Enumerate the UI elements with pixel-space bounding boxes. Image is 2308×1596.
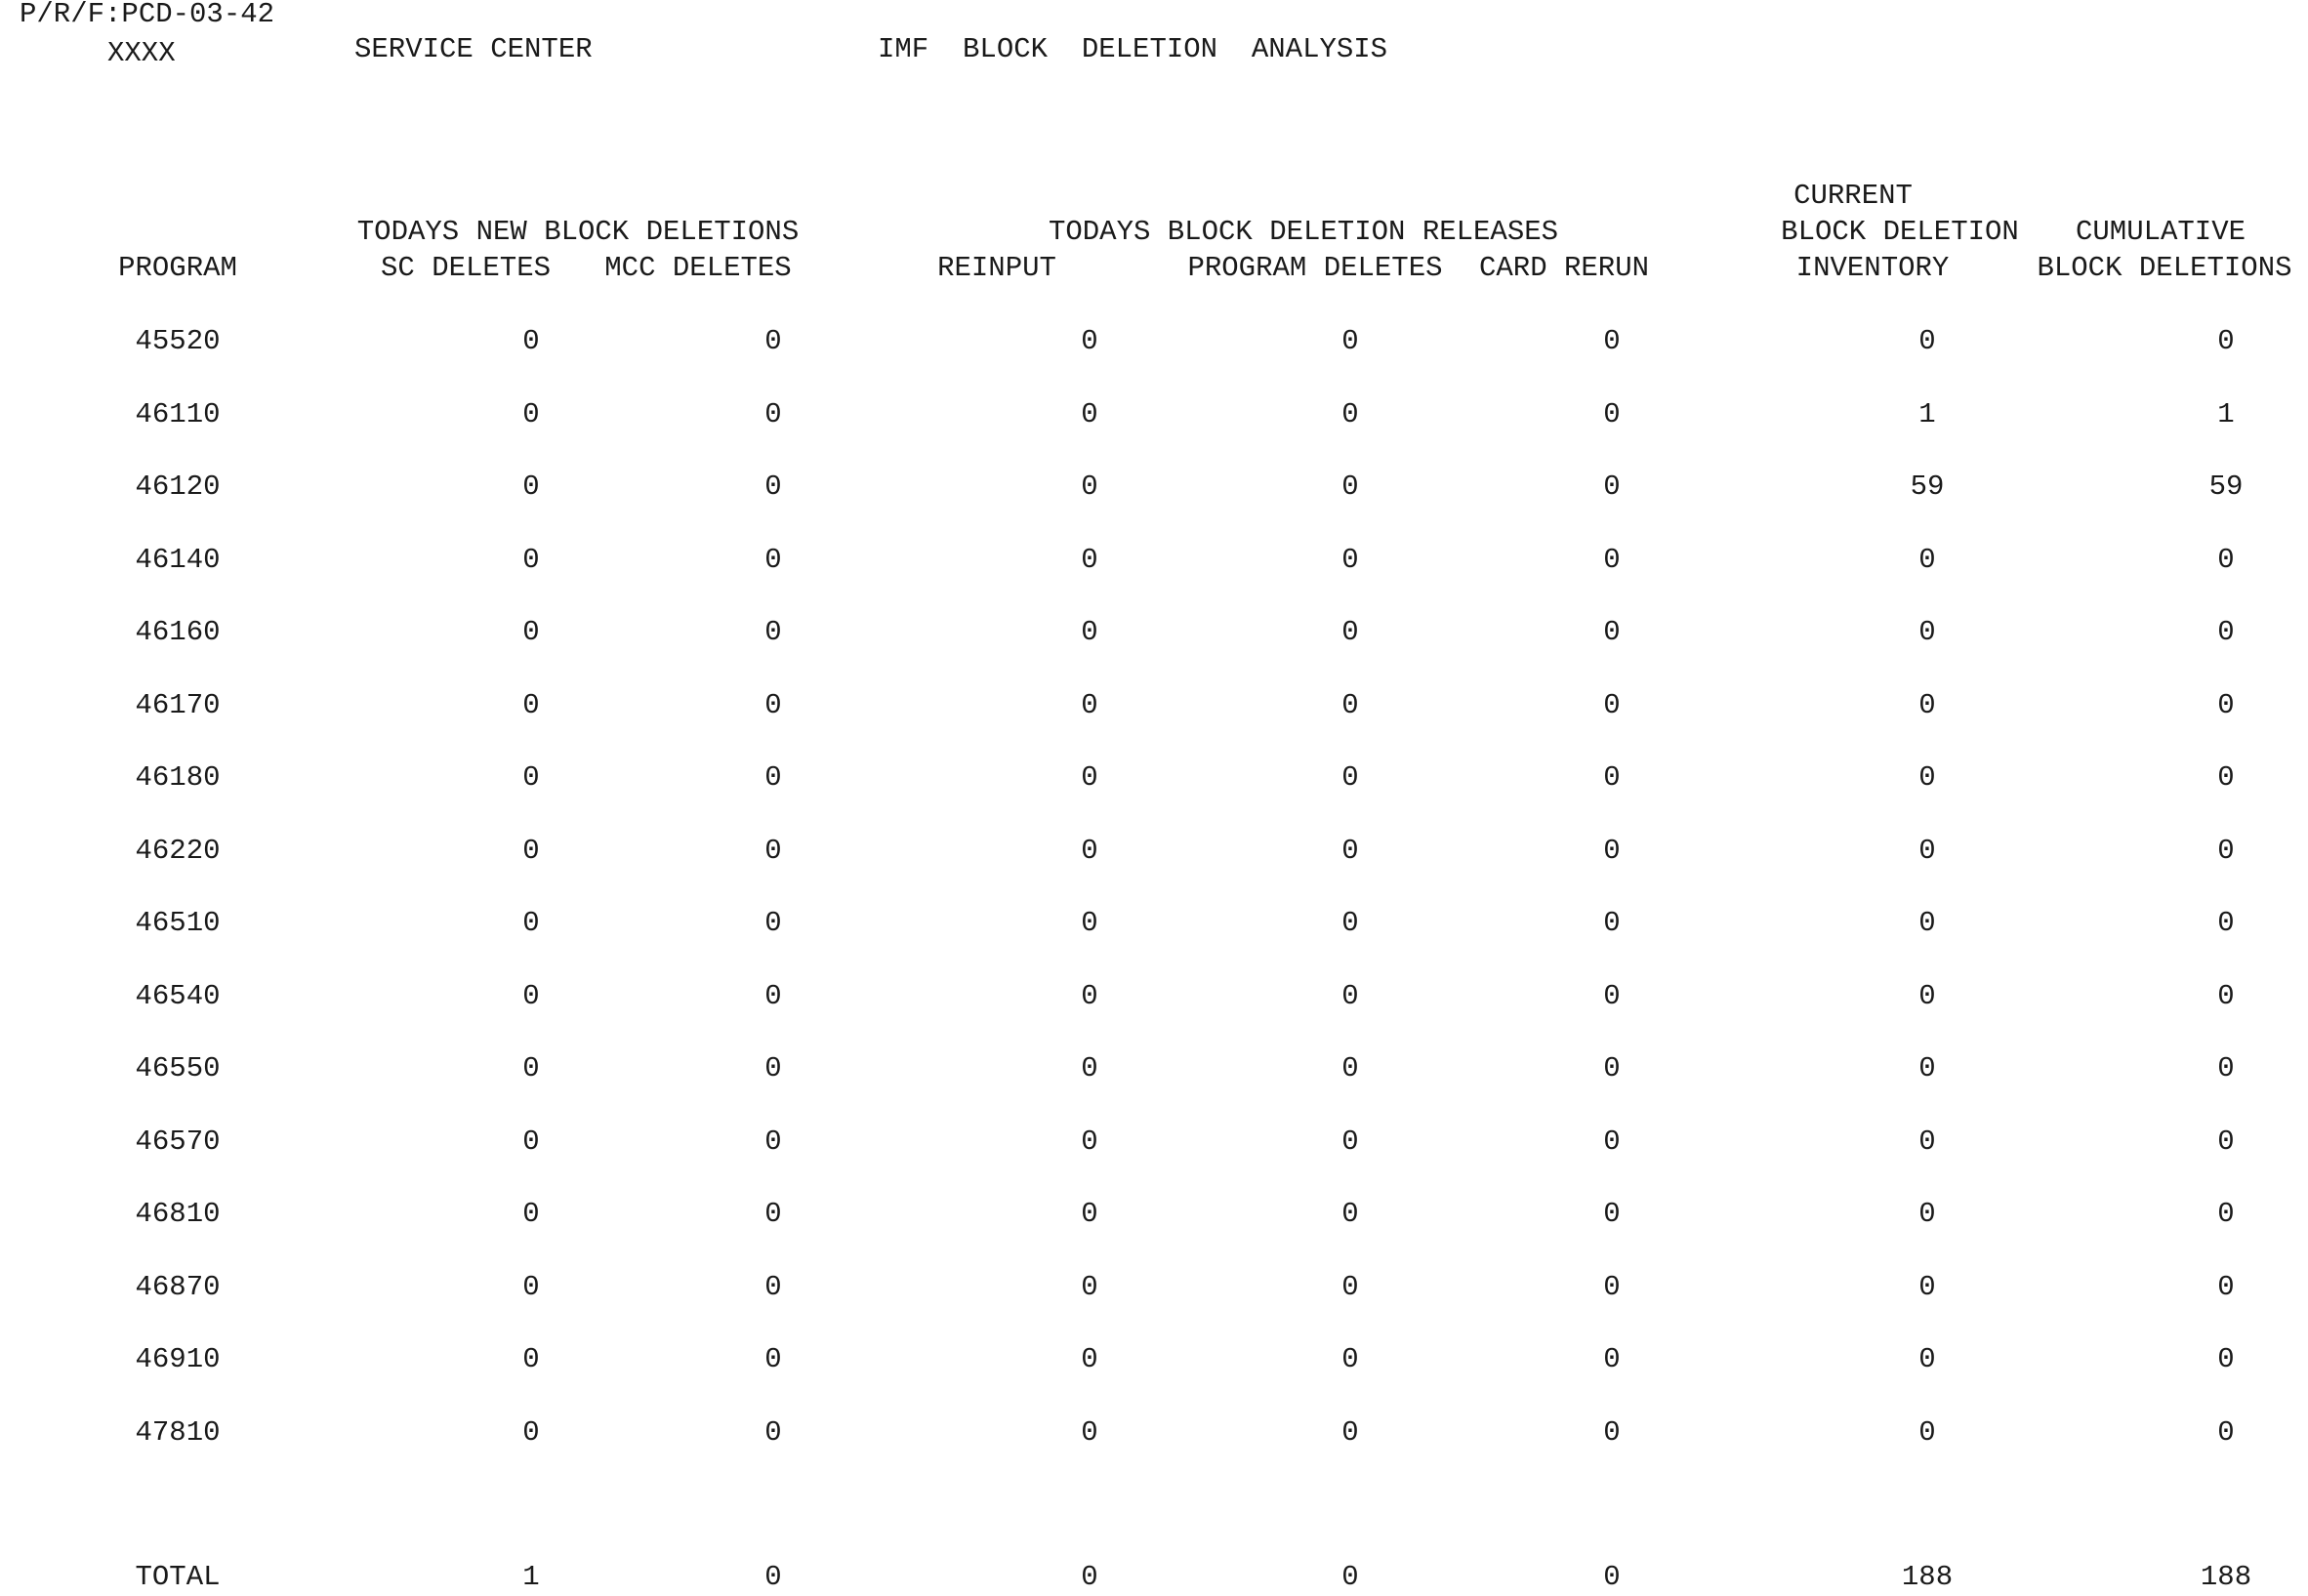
cumulative-cell: 0	[2217, 1343, 2235, 1375]
table-row	[0, 1054, 2308, 1087]
program-cell: 46510	[135, 907, 221, 939]
card-rerun-cell: 0	[1603, 1561, 1621, 1593]
mcc-deletes-cell: 0	[764, 835, 782, 867]
inventory-cell: 0	[1918, 689, 1936, 721]
reinput-cell: 0	[1081, 835, 1098, 867]
report-id: P/R/F:PCD-03-42	[20, 0, 275, 30]
program-deletes-cell: 0	[1341, 1561, 1359, 1593]
card-rerun-cell: 0	[1603, 1343, 1621, 1375]
mcc-deletes-cell: 0	[764, 1343, 782, 1375]
mcc-deletes-cell: 0	[764, 398, 782, 430]
mcc-deletes-cell: 0	[764, 1416, 782, 1449]
report-title: IMF BLOCK DELETION ANALYSIS	[878, 33, 1388, 65]
inventory-cell: 0	[1918, 616, 1936, 648]
card-rerun-cell: 0	[1603, 325, 1621, 357]
program-cell: 46550	[135, 1052, 221, 1084]
cumulative-cell: 0	[2217, 1271, 2235, 1303]
cumulative-cell: 0	[2217, 1416, 2235, 1449]
table-row	[0, 1273, 2308, 1306]
sc-deletes-cell: 0	[522, 1198, 540, 1230]
mcc-deletes-cell: 0	[764, 616, 782, 648]
sc-deletes-cell: 0	[522, 980, 540, 1012]
cumulative-cell: 0	[2217, 1198, 2235, 1230]
card-rerun-cell: 0	[1603, 471, 1621, 503]
program-deletes-cell: 0	[1341, 689, 1359, 721]
card-rerun-cell: 0	[1603, 1052, 1621, 1084]
program-deletes-cell: 0	[1341, 398, 1359, 430]
sc-deletes-cell: 0	[522, 1052, 540, 1084]
program-deletes-cell: 0	[1341, 1416, 1359, 1449]
total-row	[0, 1563, 2308, 1596]
card-rerun-cell: 0	[1603, 1416, 1621, 1449]
inventory-cell: 1	[1918, 398, 1936, 430]
inventory-cell: 0	[1918, 1416, 1936, 1449]
cumulative-cell: 1	[2217, 398, 2235, 430]
reinput-cell: 0	[1081, 544, 1098, 576]
card-rerun-cell: 0	[1603, 616, 1621, 648]
program-cell: 46870	[135, 1271, 221, 1303]
sc-deletes-cell: 0	[522, 398, 540, 430]
program-deletes-cell: 0	[1341, 1198, 1359, 1230]
table-row	[0, 327, 2308, 360]
reinput-column-header: REINPUT	[937, 252, 1056, 284]
cumulative-column-header: BLOCK DELETIONS	[2037, 252, 2292, 284]
program-cell: 46140	[135, 544, 221, 576]
sc-deletes-cell: 0	[522, 1271, 540, 1303]
program-cell: TOTAL	[135, 1561, 221, 1593]
inventory-cell: 0	[1918, 907, 1936, 939]
group-header-deletion-releases: TODAYS BLOCK DELETION RELEASES	[1048, 216, 1559, 248]
reinput-cell: 0	[1081, 1052, 1098, 1084]
inventory-cell: 188	[1901, 1561, 1954, 1593]
reinput-cell: 0	[1081, 398, 1098, 430]
reinput-cell: 0	[1081, 1198, 1098, 1230]
program-deletes-cell: 0	[1341, 1052, 1359, 1084]
reinput-cell: 0	[1081, 907, 1098, 939]
card-rerun-cell: 0	[1603, 907, 1621, 939]
table-row	[0, 1418, 2308, 1452]
program-column-header: PROGRAM	[118, 252, 237, 284]
sc-deletes-cell: 0	[522, 325, 540, 357]
program-cell: 46570	[135, 1125, 221, 1158]
sc-deletes-cell: 0	[522, 907, 540, 939]
mcc-deletes-cell: 0	[764, 689, 782, 721]
inventory-cell: 0	[1918, 1343, 1936, 1375]
program-cell: 46120	[135, 471, 221, 503]
sc-deletes-cell: 0	[522, 471, 540, 503]
program-deletes-cell: 0	[1341, 1271, 1359, 1303]
cumulative-cell: 0	[2217, 689, 2235, 721]
reinput-cell: 0	[1081, 689, 1098, 721]
sc-deletes-cell: 1	[522, 1561, 540, 1593]
program-deletes-cell: 0	[1341, 325, 1359, 357]
program-cell: 47810	[135, 1416, 221, 1449]
program-deletes-cell: 0	[1341, 907, 1359, 939]
reinput-cell: 0	[1081, 616, 1098, 648]
mcc-deletes-cell: 0	[764, 1198, 782, 1230]
reinput-cell: 0	[1081, 1125, 1098, 1158]
sc-deletes-column-header: SC DELETES	[380, 252, 552, 284]
card-rerun-cell: 0	[1603, 761, 1621, 794]
table-row	[0, 546, 2308, 579]
cumulative-cell: 0	[2217, 544, 2235, 576]
program-cell: 46170	[135, 689, 221, 721]
sc-deletes-cell: 0	[522, 761, 540, 794]
inventory-cell: 0	[1918, 1198, 1936, 1230]
mcc-deletes-cell: 0	[764, 471, 782, 503]
program-cell: 46810	[135, 1198, 221, 1230]
card-rerun-cell: 0	[1603, 1198, 1621, 1230]
inventory-cell: 0	[1918, 544, 1936, 576]
current-header-line2: BLOCK DELETION	[1781, 216, 2019, 248]
card-rerun-column-header: CARD RERUN	[1478, 252, 1650, 284]
center-label: SERVICE CENTER	[354, 33, 593, 65]
inventory-cell: 0	[1918, 1052, 1936, 1084]
mcc-deletes-cell: 0	[764, 1271, 782, 1303]
mcc-deletes-cell: 0	[764, 544, 782, 576]
cumulative-cell: 0	[2217, 980, 2235, 1012]
reinput-cell: 0	[1081, 1271, 1098, 1303]
reinput-cell: 0	[1081, 1416, 1098, 1449]
inventory-cell: 0	[1918, 761, 1936, 794]
card-rerun-cell: 0	[1603, 398, 1621, 430]
mcc-deletes-cell: 0	[764, 325, 782, 357]
program-deletes-column-header: PROGRAM DELETES	[1187, 252, 1443, 284]
cumulative-header-line1: CUMULATIVE	[2075, 216, 2246, 248]
table-row	[0, 982, 2308, 1015]
cumulative-cell: 0	[2217, 1052, 2235, 1084]
inventory-cell: 0	[1918, 835, 1936, 867]
program-cell: 45520	[135, 325, 221, 357]
current-header-line1: CURRENT	[1793, 180, 1913, 212]
group-header-new-deletions: TODAYS NEW BLOCK DELETIONS	[356, 216, 800, 248]
program-deletes-cell: 0	[1341, 616, 1359, 648]
reinput-cell: 0	[1081, 325, 1098, 357]
cumulative-cell: 59	[2208, 471, 2244, 503]
mcc-deletes-cell: 0	[764, 761, 782, 794]
mcc-deletes-cell: 0	[764, 1561, 782, 1593]
reinput-cell: 0	[1081, 1343, 1098, 1375]
table-row	[0, 1127, 2308, 1161]
program-cell: 46540	[135, 980, 221, 1012]
card-rerun-cell: 0	[1603, 980, 1621, 1012]
program-cell: 46110	[135, 398, 221, 430]
table-row	[0, 691, 2308, 724]
mcc-deletes-cell: 0	[764, 1052, 782, 1084]
sc-deletes-cell: 0	[522, 835, 540, 867]
cumulative-cell: 0	[2217, 616, 2235, 648]
table-row	[0, 763, 2308, 797]
card-rerun-cell: 0	[1603, 835, 1621, 867]
program-cell: 46220	[135, 835, 221, 867]
inventory-cell: 0	[1918, 980, 1936, 1012]
inventory-cell: 0	[1918, 1125, 1936, 1158]
program-deletes-cell: 0	[1341, 544, 1359, 576]
cumulative-cell: 0	[2217, 1125, 2235, 1158]
inventory-cell: 0	[1918, 1271, 1936, 1303]
mcc-deletes-column-header: MCC DELETES	[604, 252, 792, 284]
sc-deletes-cell: 0	[522, 1416, 540, 1449]
mcc-deletes-cell: 0	[764, 980, 782, 1012]
cumulative-cell: 0	[2217, 325, 2235, 357]
reinput-cell: 0	[1081, 1561, 1098, 1593]
sc-deletes-cell: 0	[522, 616, 540, 648]
cumulative-cell: 0	[2217, 761, 2235, 794]
program-cell: 46180	[135, 761, 221, 794]
program-deletes-cell: 0	[1341, 835, 1359, 867]
program-cell: 46910	[135, 1343, 221, 1375]
table-row	[0, 400, 2308, 433]
program-deletes-cell: 0	[1341, 1125, 1359, 1158]
mcc-deletes-cell: 0	[764, 1125, 782, 1158]
cumulative-cell: 188	[2200, 1561, 2252, 1593]
program-deletes-cell: 0	[1341, 471, 1359, 503]
program-deletes-cell: 0	[1341, 980, 1359, 1012]
program-deletes-cell: 0	[1341, 1343, 1359, 1375]
inventory-cell: 0	[1918, 325, 1936, 357]
card-rerun-cell: 0	[1603, 1271, 1621, 1303]
sc-deletes-cell: 0	[522, 1343, 540, 1375]
inventory-cell: 59	[1910, 471, 1945, 503]
reinput-cell: 0	[1081, 761, 1098, 794]
sc-deletes-cell: 0	[522, 544, 540, 576]
sc-deletes-cell: 0	[522, 1125, 540, 1158]
mcc-deletes-cell: 0	[764, 907, 782, 939]
table-row	[0, 618, 2308, 651]
card-rerun-cell: 0	[1603, 689, 1621, 721]
cumulative-cell: 0	[2217, 907, 2235, 939]
program-deletes-cell: 0	[1341, 761, 1359, 794]
table-row	[0, 1200, 2308, 1233]
center-code: XXXX	[107, 37, 176, 69]
sc-deletes-cell: 0	[522, 689, 540, 721]
reinput-cell: 0	[1081, 980, 1098, 1012]
table-row	[0, 472, 2308, 506]
program-cell: 46160	[135, 616, 221, 648]
table-row	[0, 909, 2308, 942]
inventory-column-header: INVENTORY	[1795, 252, 1950, 284]
card-rerun-cell: 0	[1603, 544, 1621, 576]
card-rerun-cell: 0	[1603, 1125, 1621, 1158]
reinput-cell: 0	[1081, 471, 1098, 503]
table-row	[0, 1345, 2308, 1378]
cumulative-cell: 0	[2217, 835, 2235, 867]
table-row	[0, 837, 2308, 870]
